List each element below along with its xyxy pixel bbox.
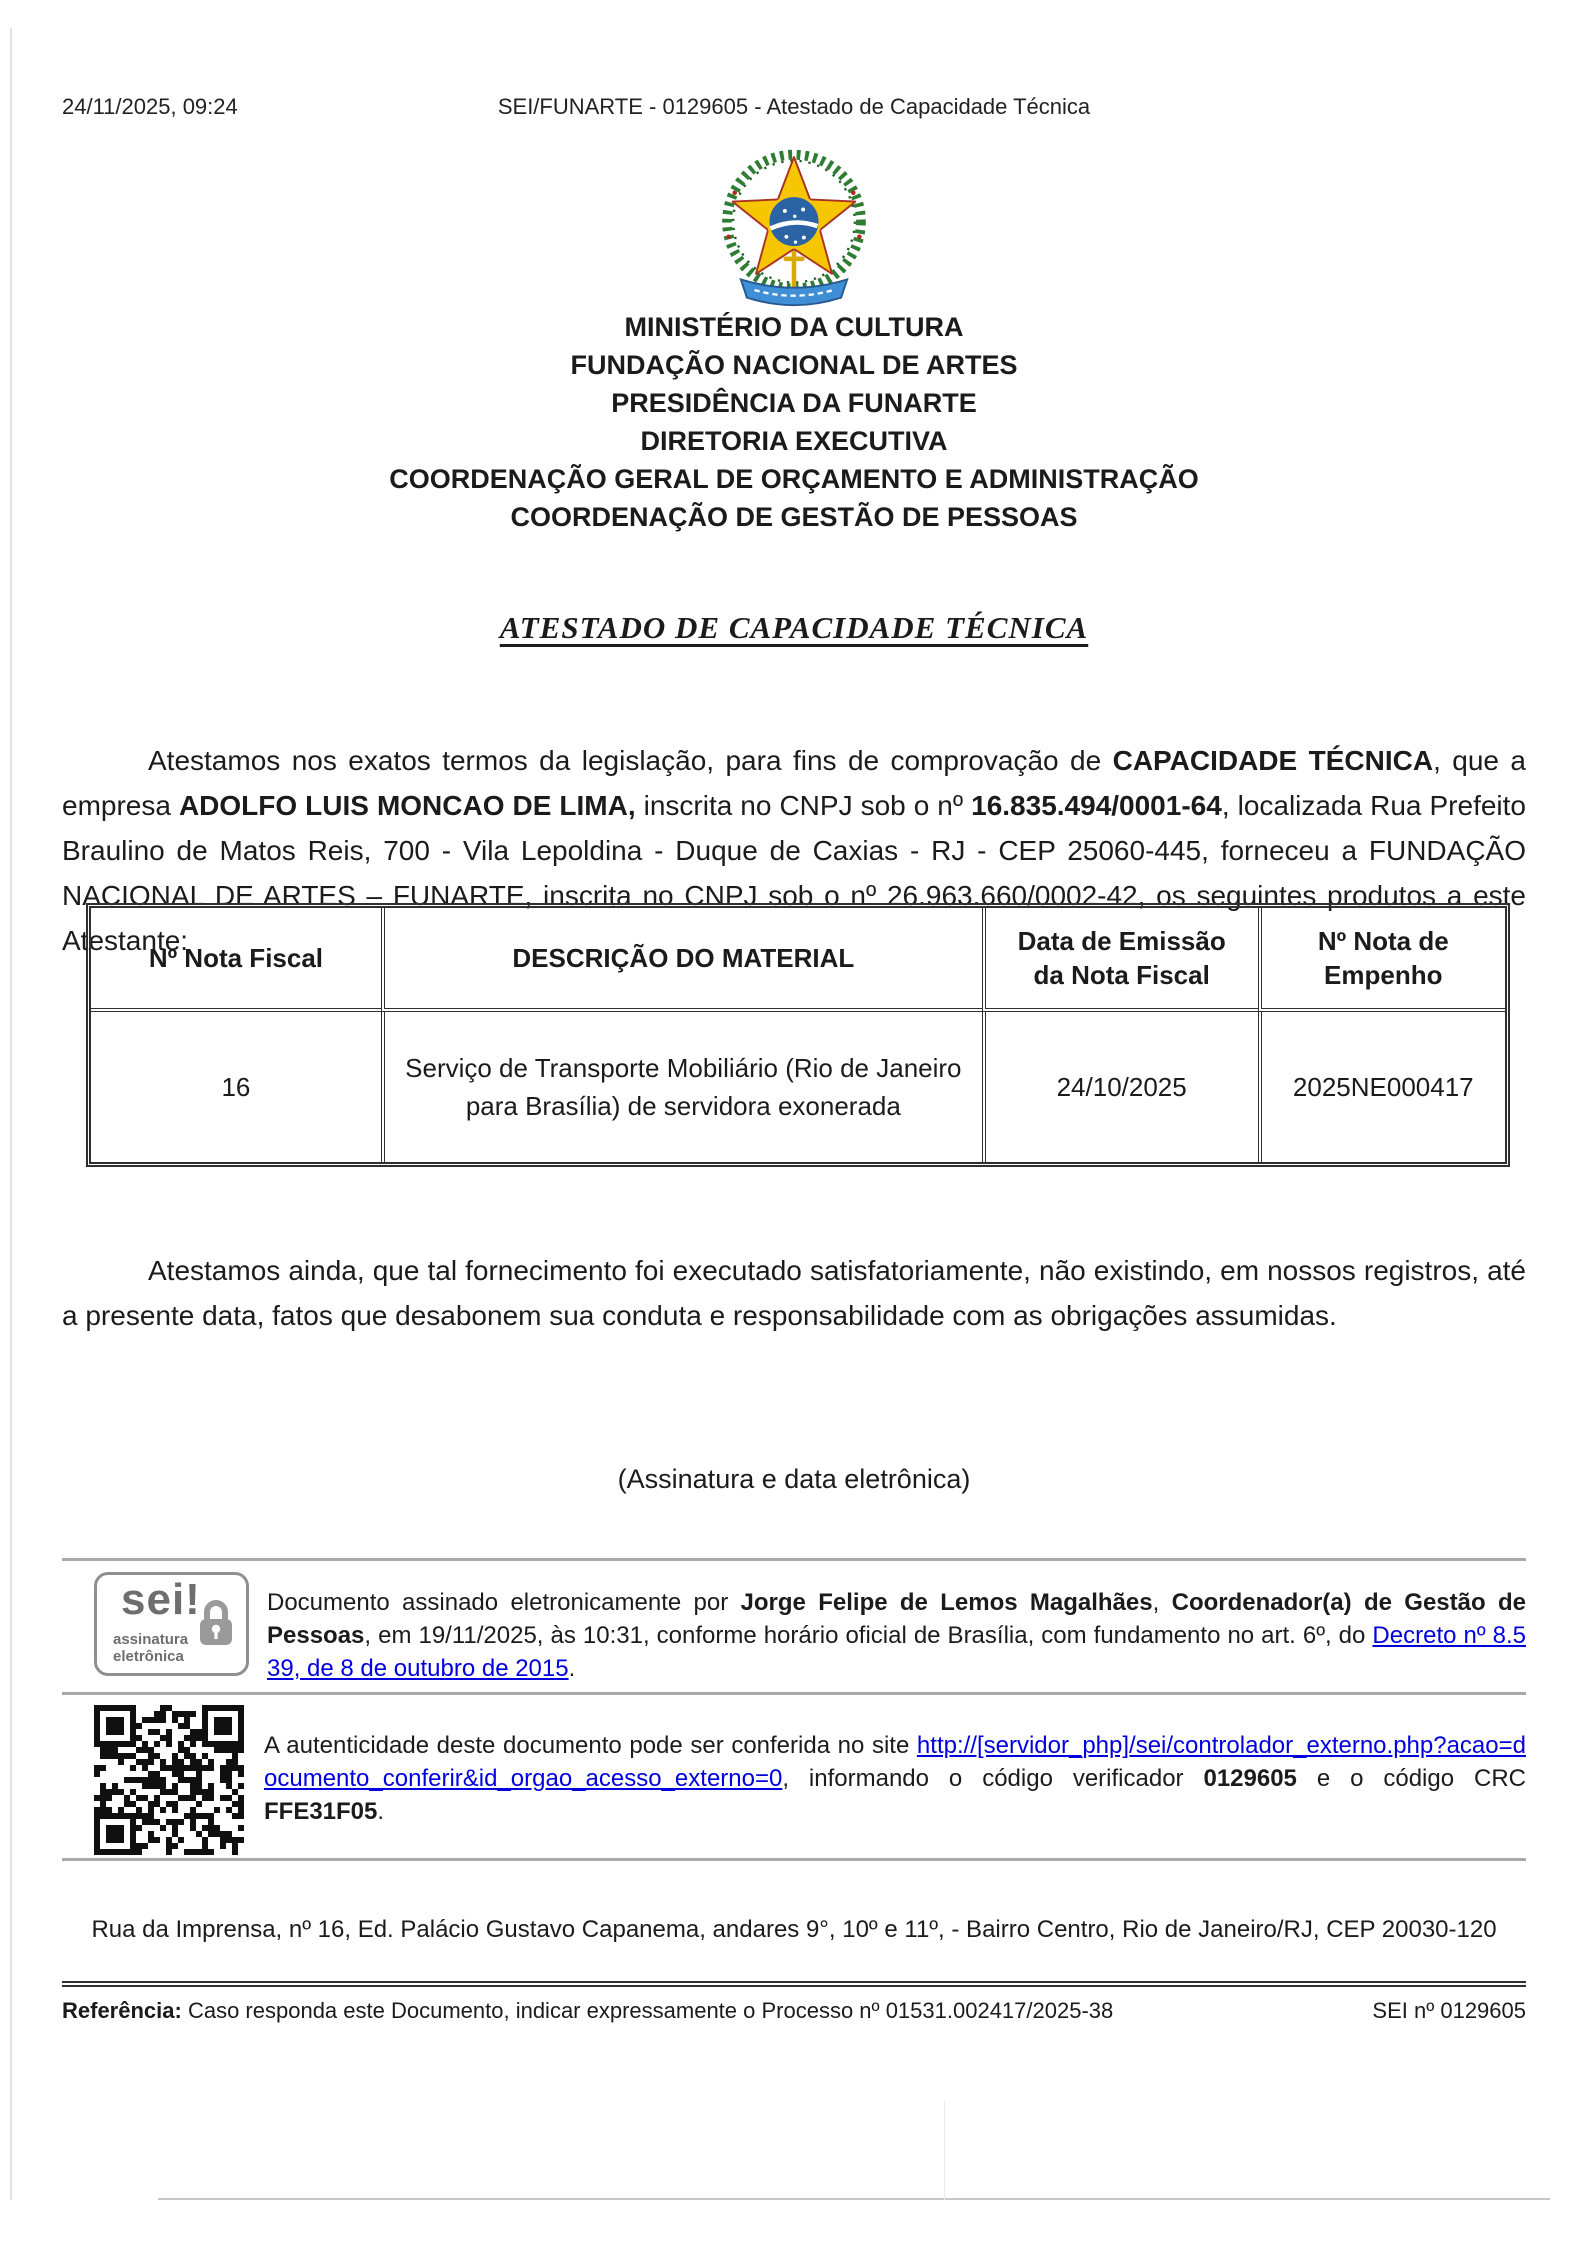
- cell-nota-empenho: 2025NE000417: [1258, 1012, 1505, 1162]
- org-line: MINISTÉRIO DA CULTURA: [624, 312, 964, 342]
- signature-statement: Documento assinado eletronicamente por Jorge Felipe de Lemos Magalhães, Coordenador(a) de Gestão de Pessoas, em 19/11/2025, às 10:31, conforme horário oficial de Brasília, com fundamento no art. 6º, do Decreto nº 8.539, de 8 de outubro de 2015.: [267, 1589, 1526, 1682]
- cell-data-emissao: 24/10/2025: [982, 1012, 1258, 1162]
- org-line: COORDENAÇÃO GERAL DE ORÇAMENTO E ADMINISTRAÇÃO: [389, 464, 1199, 494]
- cell-nota-fiscal: 16: [221, 1072, 251, 1102]
- padlock-icon: [196, 1597, 236, 1649]
- scan-line-artifact: [944, 2100, 945, 2200]
- footer-divider: [62, 1981, 1526, 1987]
- table-header-row: [91, 908, 1505, 1012]
- sei-logo-subtitle: assinatura eletrônica: [113, 1631, 189, 1665]
- table-row: [91, 1012, 1505, 1162]
- org-line: PRESIDÊNCIA DA FUNARTE: [611, 388, 977, 418]
- print-header: [62, 94, 1526, 124]
- attestation-paragraph: Atestamos nos exatos termos da legislação, para fins de comprovação de CAPACIDADE TÉCNICA, que a empresa ADOLFO LUIS MONCAO DE LIMA, inscrita no CNPJ sob o nº 16.835.494/0001-64, localizada Rua Prefeito Braulino de Matos Reis, 700 - Vila Lepoldina - Duque de Caxias - RJ - CEP 25060-445, forneceu a FUNDAÇÃO NACIONAL DE ARTES – FUNARTE, inscrita no CNPJ sob o nº 26.963.660/0002-42, os seguintes produtos a este Atestante:: [62, 745, 1526, 956]
- hyperlink[interactable]: Decreto nº 8.539, de 8 de outubro de 2015: [267, 1622, 1526, 1682]
- address-line: Rua da Imprensa, nº 16, Ed. Palácio Gustavo Capanema, andares 9°, 10º e 11º, - Bairro Centro, Rio de Janeiro/RJ, CEP 20030-120: [91, 1916, 1497, 1943]
- divider-line: [62, 1858, 1526, 1861]
- verification-statement: A autenticidade deste documento pode ser conferida no site http://[servidor_php]/sei/controlador_externo.php?acao=documento_conferir&id_orgao_acesso_externo=0, informando o código verificador 0129605 e o código CRC FFE31F05.: [264, 1732, 1526, 1825]
- header-nota-empenho: Nº Nota de Empenho: [1258, 908, 1505, 1012]
- invoice-table: [86, 903, 1510, 1167]
- signature-block: [94, 1572, 1526, 1685]
- divider-line: [62, 1692, 1526, 1695]
- verification-block: [94, 1705, 1526, 1855]
- sei-number: SEI nº 0129605: [1372, 1998, 1526, 2023]
- cell-descricao: Serviço de Transporte Mobiliário (Rio de Janeiro para Brasília) de servidora exonerada: [381, 1012, 982, 1162]
- document-title: ATESTADO DE CAPACIDADE TÉCNICA: [499, 610, 1089, 645]
- org-line: COORDENAÇÃO DE GESTÃO DE PESSOAS: [510, 502, 1078, 532]
- divider-line: [62, 1558, 1526, 1561]
- reference-note: Referência: Caso responda este Documento, indicar expressamente o Processo nº 01531.002417/2025-38: [62, 1998, 1114, 2023]
- closing-paragraph: Atestamos ainda, que tal fornecimento foi executado satisfatoriamente, não existindo, em nossos registros, até a presente data, fatos que desabonem sua conduta e responsabilidade com as obrigações assumidas.: [62, 1255, 1526, 1331]
- footer: [62, 1998, 1526, 2024]
- org-header-block: [0, 308, 1588, 536]
- sei-signature-stamp: [94, 1572, 249, 1676]
- brazil-coat-of-arms-icon: [718, 143, 870, 323]
- org-line: DIRETORIA EXECUTIVA: [640, 426, 948, 456]
- print-header-title: SEI/FUNARTE - 0129605 - Atestado de Capacidade Técnica: [497, 94, 1091, 119]
- print-datetime: 24/11/2025, 09:24: [62, 94, 238, 119]
- header-data-emissao: Data de Emissão da Nota Fiscal: [982, 908, 1258, 1012]
- header-descricao: DESCRIÇÃO DO MATERIAL: [381, 908, 982, 1012]
- signature-placeholder: (Assinatura e data eletrônica): [617, 1464, 971, 1494]
- header-nota-fiscal: Nº Nota Fiscal: [91, 908, 381, 1012]
- org-line: FUNDAÇÃO NACIONAL DE ARTES: [570, 350, 1018, 380]
- scan-edge-artifact: [10, 28, 12, 2200]
- qr-code: [94, 1705, 244, 1855]
- hyperlink[interactable]: http://[servidor_php]/sei/controlador_externo.php?acao=documento_conferir&id_orgao_acesso_externo=0: [264, 1732, 1526, 1792]
- scan-line-artifact: [158, 2198, 1550, 2200]
- sei-logo: sei!: [121, 1575, 201, 1624]
